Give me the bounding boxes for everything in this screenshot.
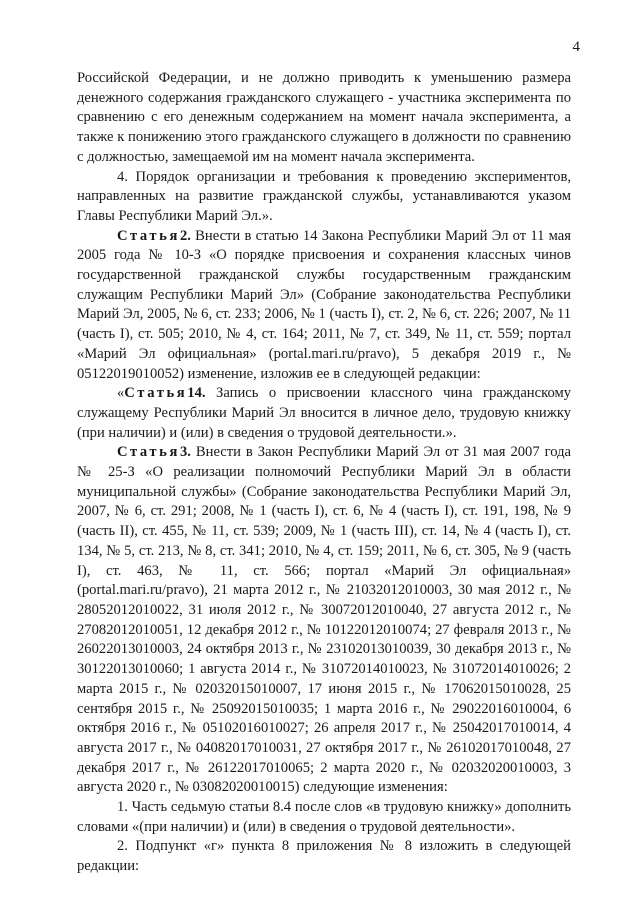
article-number: 14. (187, 385, 206, 402)
paragraph-text: 4. Порядок организации и требования к проведению экспериментов, направленных на развитие гражданской службы, устанавливаются указом Главы Республики Марий Эл.». (77, 168, 571, 224)
paragraph-text: Внести в статью 14 Закона Республики Марий Эл от 11 мая 2005 года № 10-З «О порядке присвоения и сохранения классных чинов государственной гражданской службы государственным гражданским служащим Республики Марий Эл» (Собрание законодательства Республики Марий Эл, 2005, № 6, ст. 233; 2006, № 1 (часть I), ст. 2, № 6, ст. 226; 2007, № 11 (часть I), ст. 505; 2010, № 4, ст. 164; 2011, № 7, ст. 349, № 11, ст. 559; портал «Марий Эл официальная» (portal.mari.ru/pravo), 5 декабря 2019 г., № 05122019010052) изменение, изложив ее в следующей редакции: (77, 227, 571, 382)
document-body (77, 69, 571, 877)
paragraph-text: 1. Часть седьмую статьи 8.4 после слов «в трудовую книжку» дополнить словами «(при наличии) и (или) в сведения о трудовой деятельности». (77, 799, 571, 835)
paragraph-text: 2. Подпункт «г» пункта 8 приложения № 8 изложить в следующей редакции: (77, 838, 571, 875)
paragraph (77, 443, 571, 798)
article-label: Статья (124, 385, 188, 402)
paragraph-text: Запись о присвоении классного чина гражданскому служащему Республики Марий Эл вносится в личное дело, трудовую книжку (при наличии) и (или) в сведения о трудовой деятельности.». (77, 385, 571, 441)
article-label: Статья (117, 444, 180, 461)
article-label: Статья (117, 227, 180, 244)
paragraph (77, 837, 571, 876)
paragraph (77, 798, 571, 837)
article-number: 3. (180, 444, 191, 461)
page-number: 4 (572, 39, 580, 55)
paragraph-text: « (117, 385, 125, 402)
paragraph-text: Российской Федерации, и не должно приводить к уменьшению размера денежного содержания гражданского служащего - участника эксперимента по сравнению с его денежным содержанием на момент начала эксперимента, а также к понижению этого гражданского служащего в должности по сравнению с должностью, замещаемой им на момент начала эксперимента. (77, 70, 571, 165)
paragraph (77, 168, 571, 227)
article-number: 2. (180, 227, 191, 244)
paragraph (77, 69, 571, 168)
paragraph-text: Внести в Закон Республики Марий Эл от 31 мая 2007 года № 25-З «О реализации полномочий Республики Марий Эл в области муниципальной службы» (Собрание законодательства Республики Марий Эл, 2007, № 6, ст. 291; 2008, № 1 (часть I), ст. 6, № 4 (часть I), ст. 191, 198, № 9 (часть II), ст. 455, № 11, ст. 539; 2009, № 1 (часть III), ст. 14, № 4 (часть I), ст. 134, № 5, ст. 213, № 8, ст. 341; 2010, № 4, ст. 159; 2011, № 6, ст. 305, № 9 (часть I), ст. 463, № 11, ст. 566; портал «Марий Эл официальная» (portal.mari.ru/pravo), 21 марта 2012 г., № 21032012010003, 30 мая 2012 г., № 28052012010022, 31 июля 2012 г., № 30072012010040, 27 августа 2012 г., № 27082012010051, 12 декабря 2012 г., № 10122012010074; 27 февраля 2013 г., № 26022013010003, 24 октября 2013 г., № 23102013010039, 30 декабря 2013 г., № 30122013010060; 1 августа 2014 г., № 31072014010023, № 31072014010026; 2 марта 2015 г., № 02032015010007, 17 июня 2015 г., № 17062015010028, 25 сентября 2015 г., № 25092015010035; 1 марта 2016 г., № 29022016010004, 6 октября 2016 г., № 05102016010027; 26 апреля 2017 г., № 25042017010014, 4 августа 2017 г., № 04082017010031, 27 октября 2017 г., № 26102017010048, 27 декабря 2017 г., № 26122017010065; 2 марта 2020 г., № 02032020010003, 3 августа 2020 г., № 03082020010015) следующие изменения: (77, 444, 571, 796)
paragraph (77, 384, 571, 443)
paragraph (77, 227, 571, 385)
